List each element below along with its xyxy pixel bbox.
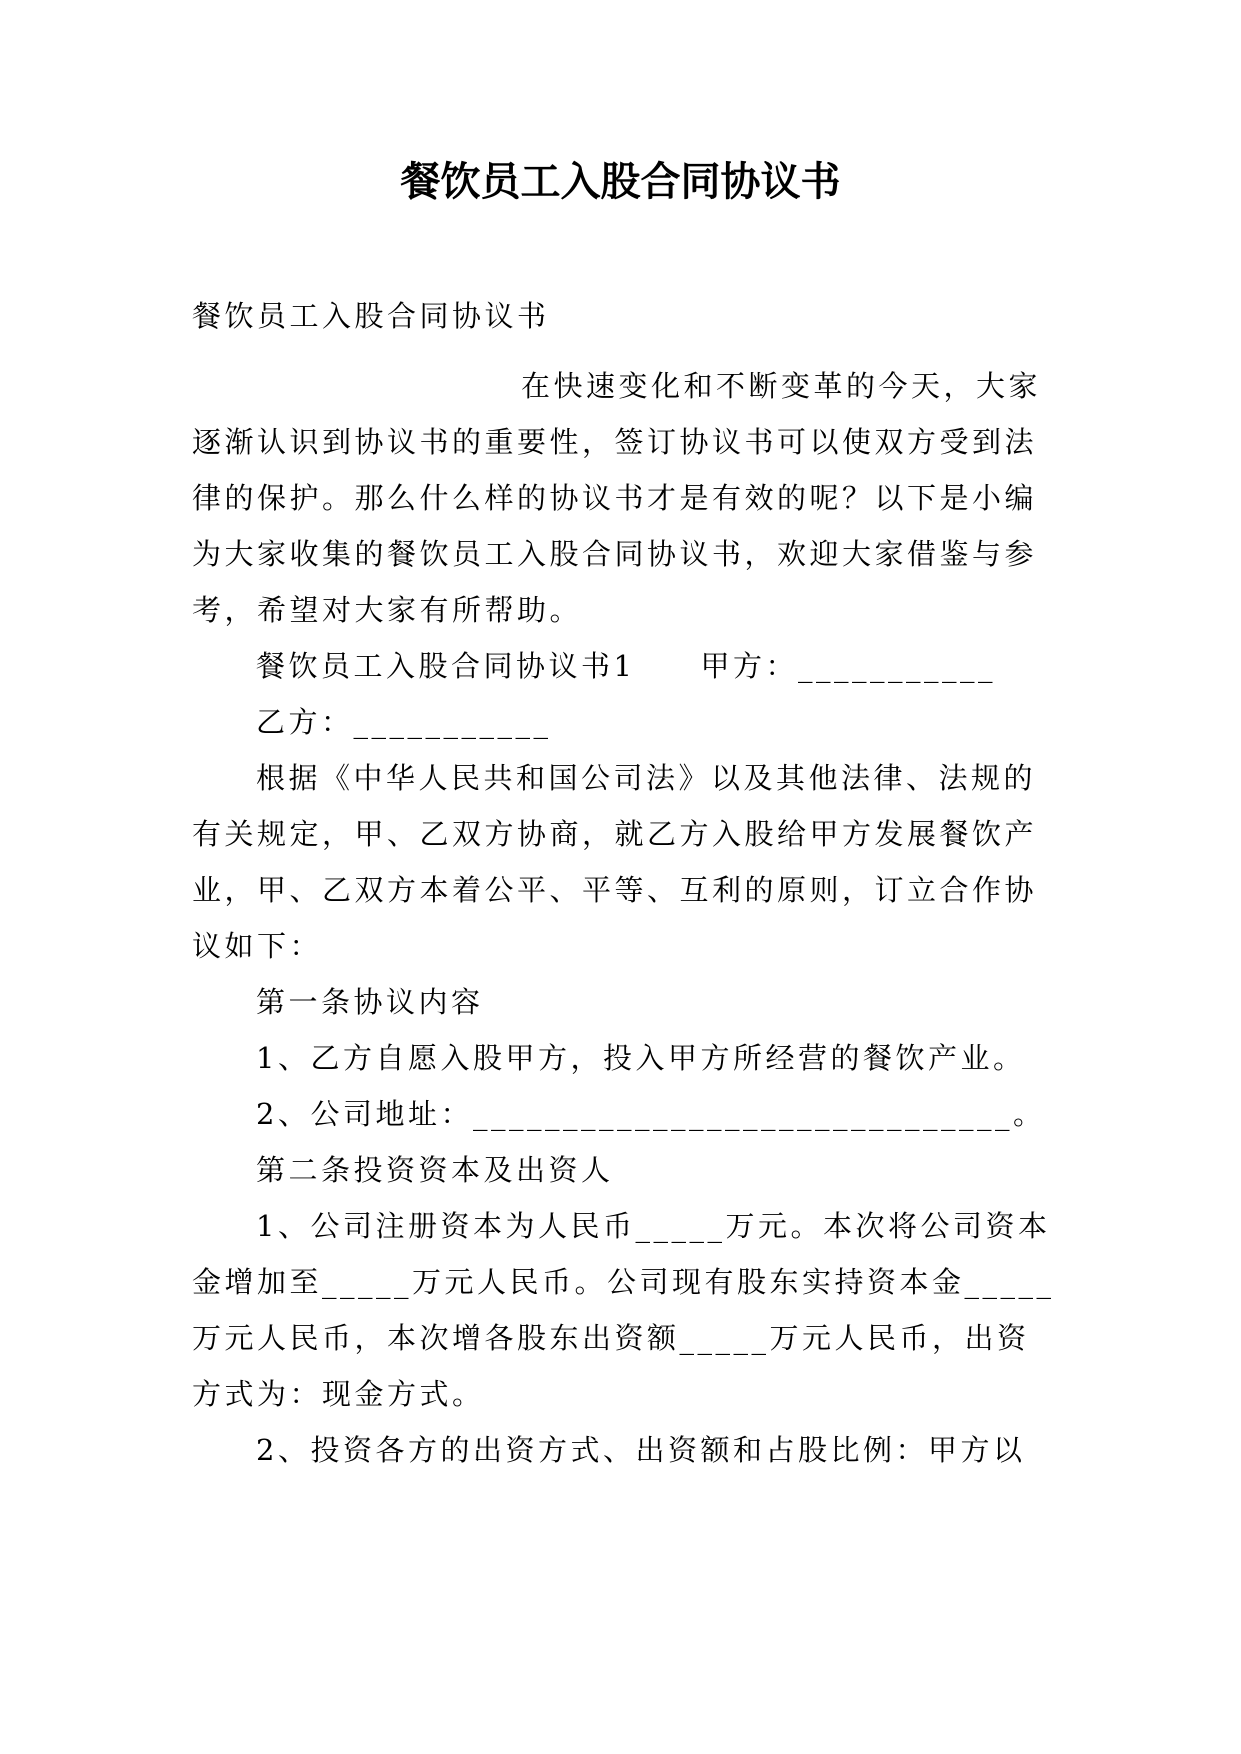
body-line-4: 议如下： bbox=[192, 929, 323, 963]
intro-line-1: 在快速变化和不断变革的今天，大家 bbox=[521, 369, 1042, 403]
intro-line-5: 考，希望对大家有所帮助。 bbox=[192, 593, 583, 627]
article-1-heading: 第一条协议内容 bbox=[256, 985, 484, 1019]
body-line-1: 根据《中华人民共和国公司法》以及其他法律、法规的 bbox=[256, 761, 1037, 795]
article-2-item-1-line-1: 1、公司注册资本为人民币_____万元。本次将公司资本 bbox=[256, 1209, 1051, 1243]
intro-line-3: 律的保护。那么什么样的协议书才是有效的呢？以下是小编 bbox=[192, 481, 1038, 515]
body-line-3: 业，甲、乙双方本着公平、平等、互利的原则，订立合作协 bbox=[192, 873, 1038, 907]
article-2-item-2-line-1: 2、投资各方的出资方式、出资额和占股比例：甲方以 bbox=[256, 1433, 1026, 1467]
agreement-heading-party-a: 餐饮员工入股合同协议书1 甲方：___________ bbox=[256, 649, 996, 683]
article-2-heading: 第二条投资资本及出资人 bbox=[256, 1153, 614, 1187]
body-line-2: 有关规定，甲、乙双方协商，就乙方入股给甲方发展餐饮产 bbox=[192, 817, 1038, 851]
document-subtitle: 餐饮员工入股合同协议书 bbox=[192, 299, 550, 333]
intro-line-4: 为大家收集的餐饮员工入股合同协议书，欢迎大家借鉴与参 bbox=[192, 537, 1038, 571]
article-1-item-2: 2、公司地址：______________________________。 bbox=[256, 1097, 1046, 1131]
article-2-item-1-line-3: 万元人民币，本次增各股东出资额_____万元人民币，出资 bbox=[192, 1321, 1030, 1355]
article-1-item-1: 1、乙方自愿入股甲方，投入甲方所经营的餐饮产业。 bbox=[256, 1041, 1026, 1075]
intro-line-2: 逐渐认识到协议书的重要性，签订协议书可以使双方受到法 bbox=[192, 425, 1038, 459]
article-2-item-1-line-4: 方式为：现金方式。 bbox=[192, 1377, 485, 1411]
article-2-item-1-line-2: 金增加至_____万元人民币。公司现有股东实持资本金_____ bbox=[192, 1265, 1055, 1299]
document-title: 餐饮员工入股合同协议书 bbox=[400, 159, 841, 205]
party-b-line: 乙方：___________ bbox=[256, 705, 552, 739]
